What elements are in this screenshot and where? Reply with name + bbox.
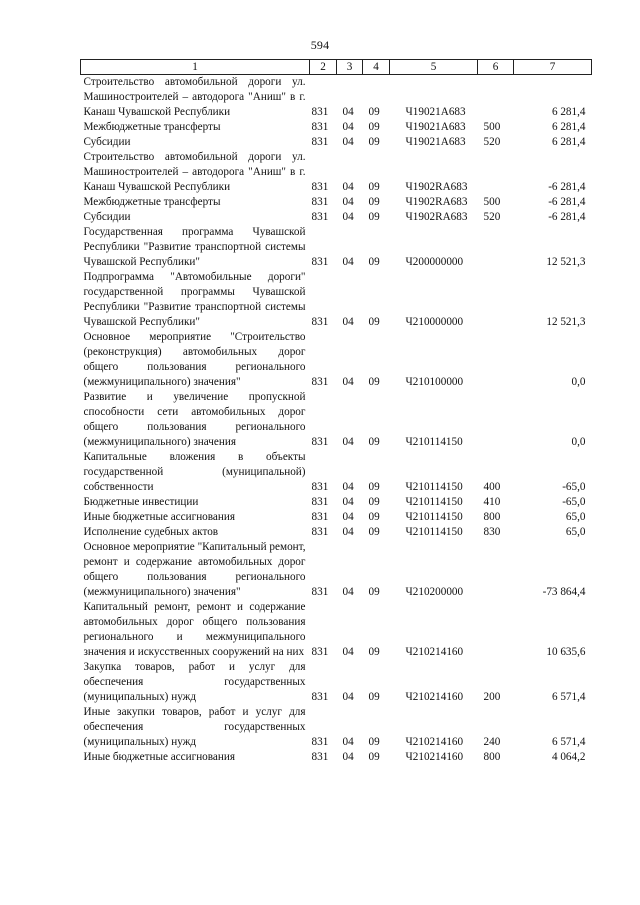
- table-row: [81, 135, 592, 150]
- cell-section: 04: [342, 496, 354, 508]
- cell-amount: 12 521,3: [546, 316, 586, 328]
- cell-name: Иные бюджетные ассигнования: [83, 511, 235, 523]
- cell-expense-type: [478, 540, 514, 600]
- column-header-admin: 2: [310, 60, 337, 75]
- cell-subsection: 09: [368, 376, 380, 388]
- column-header-amount: 7: [514, 60, 592, 75]
- cell-section: 04: [342, 211, 354, 223]
- table-row: [81, 390, 592, 450]
- cell-target-article: Ч19021А683: [405, 121, 466, 133]
- cell-subsection: 09: [368, 256, 380, 268]
- cell-admin-code: 831: [311, 121, 329, 133]
- cell-amount: -73 864,4: [542, 586, 586, 598]
- cell-target-article: Ч210114150: [405, 481, 463, 493]
- cell-section: 04: [342, 526, 354, 538]
- cell-admin-code: 831: [311, 496, 329, 508]
- cell-name: Иные закупки товаров, работ и услуг для обеспечения государственных (муниципальных) нужд: [83, 706, 306, 748]
- cell-target-article: Ч210114150: [405, 526, 463, 538]
- cell-amount: -65,0: [562, 481, 586, 493]
- cell-subsection: 09: [368, 436, 380, 448]
- table-row: [81, 600, 592, 660]
- cell-expense-type: [478, 600, 514, 660]
- cell-expense-type: [478, 150, 514, 195]
- table-row: [81, 540, 592, 600]
- cell-subsection: 09: [368, 481, 380, 493]
- cell-name: Основное мероприятие "Строительство (реконструкция) автомобильных дорог общего пользования регионального (межмуниципального) значения": [83, 331, 306, 388]
- cell-name: Развитие и увеличение пропускной способности сети автомобильных дорог общего пользования регионального (межмуниципального) значения: [83, 391, 306, 448]
- cell-target-article: Ч200000000: [405, 256, 464, 268]
- cell-subsection: 09: [368, 181, 380, 193]
- cell-amount: -65,0: [562, 496, 586, 508]
- cell-section: 04: [342, 511, 354, 523]
- cell-expense-type: 830: [483, 526, 501, 538]
- cell-expense-type: [478, 390, 514, 450]
- table-row: [81, 270, 592, 330]
- cell-target-article: Ч210000000: [405, 316, 464, 328]
- table-row: [81, 210, 592, 225]
- cell-subsection: 09: [368, 646, 380, 658]
- cell-expense-type: 800: [483, 511, 501, 523]
- column-header-subsection: 4: [363, 60, 390, 75]
- table-row: [81, 660, 592, 705]
- cell-amount: 6 281,4: [551, 136, 586, 148]
- cell-subsection: 09: [368, 526, 380, 538]
- cell-section: 04: [342, 751, 354, 763]
- cell-subsection: 09: [368, 586, 380, 598]
- table-row: [81, 495, 592, 510]
- cell-target-article: Ч210100000: [405, 376, 464, 388]
- table-row: [81, 750, 592, 765]
- column-header-name: 1: [81, 60, 310, 75]
- cell-target-article: Ч210214160: [405, 691, 464, 703]
- cell-target-article: Ч1902RА683: [405, 196, 468, 208]
- cell-amount: 6 571,4: [551, 736, 586, 748]
- cell-subsection: 09: [368, 121, 380, 133]
- cell-amount: 4 064,2: [551, 751, 586, 763]
- cell-expense-type: 500: [483, 196, 501, 208]
- cell-admin-code: 831: [311, 526, 329, 538]
- cell-section: 04: [342, 436, 354, 448]
- cell-admin-code: 831: [311, 211, 329, 223]
- page-number: 594: [310, 38, 330, 52]
- cell-admin-code: 831: [311, 481, 329, 493]
- table-row: [81, 120, 592, 135]
- cell-admin-code: 831: [311, 646, 329, 658]
- cell-amount: 6 571,4: [551, 691, 586, 703]
- cell-admin-code: 831: [311, 256, 329, 268]
- cell-admin-code: 831: [311, 136, 329, 148]
- cell-section: 04: [342, 481, 354, 493]
- cell-section: 04: [342, 376, 354, 388]
- cell-target-article: Ч1902RА683: [405, 211, 468, 223]
- cell-admin-code: 831: [311, 586, 329, 598]
- cell-admin-code: 831: [311, 691, 329, 703]
- cell-target-article: Ч1902RА683: [405, 181, 468, 193]
- cell-amount: 65,0: [565, 511, 586, 523]
- table-row: [81, 195, 592, 210]
- cell-name: Капитальный ремонт, ремонт и содержание автомобильных дорог общего пользования регионального и межмуниципального значения и искусственных сооружений на них: [83, 601, 306, 658]
- table-row: [81, 75, 592, 121]
- column-header-section: 3: [337, 60, 363, 75]
- cell-target-article: Ч210214160: [405, 736, 464, 748]
- cell-expense-type: 400: [483, 481, 501, 493]
- cell-section: 04: [342, 316, 354, 328]
- table-row: [81, 150, 592, 195]
- cell-admin-code: 831: [311, 106, 329, 118]
- cell-amount: 6 281,4: [551, 106, 586, 118]
- table-body: [81, 75, 592, 766]
- table-row: [81, 330, 592, 390]
- cell-expense-type: 200: [483, 691, 501, 703]
- cell-amount: 0,0: [571, 376, 586, 388]
- cell-subsection: 09: [368, 196, 380, 208]
- cell-amount: -6 281,4: [548, 211, 586, 223]
- cell-admin-code: 831: [311, 511, 329, 523]
- cell-expense-type: 500: [483, 121, 501, 133]
- cell-expense-type: 800: [483, 751, 501, 763]
- cell-section: 04: [342, 256, 354, 268]
- table-row: [81, 510, 592, 525]
- cell-section: 04: [342, 736, 354, 748]
- cell-amount: -6 281,4: [548, 196, 586, 208]
- table-row: [81, 705, 592, 750]
- cell-name: Закупка товаров, работ и услуг для обеспечения государственных (муниципальных) нужд: [83, 661, 306, 703]
- cell-name: Межбюджетные трансферты: [83, 121, 221, 133]
- cell-target-article: Ч19021А683: [405, 136, 466, 148]
- cell-subsection: 09: [368, 511, 380, 523]
- cell-admin-code: 831: [311, 181, 329, 193]
- cell-admin-code: 831: [311, 376, 329, 388]
- cell-subsection: 09: [368, 211, 380, 223]
- cell-name: Межбюджетные трансферты: [83, 196, 221, 208]
- cell-expense-type: 520: [483, 136, 501, 148]
- cell-subsection: 09: [368, 316, 380, 328]
- cell-subsection: 09: [368, 751, 380, 763]
- cell-name: Субсидии: [83, 136, 131, 148]
- cell-amount: 12 521,3: [546, 256, 586, 268]
- cell-expense-type: 240: [483, 736, 501, 748]
- cell-subsection: 09: [368, 136, 380, 148]
- cell-admin-code: 831: [311, 751, 329, 763]
- cell-admin-code: 831: [311, 316, 329, 328]
- cell-section: 04: [342, 646, 354, 658]
- cell-expense-type: [478, 330, 514, 390]
- cell-section: 04: [342, 691, 354, 703]
- cell-subsection: 09: [368, 691, 380, 703]
- cell-subsection: 09: [368, 736, 380, 748]
- cell-name: Иные бюджетные ассигнования: [83, 751, 235, 763]
- cell-section: 04: [342, 136, 354, 148]
- cell-target-article: Ч210114150: [405, 496, 463, 508]
- cell-name: Подпрограмма "Автомобильные дороги" государственной программы Чувашской Республики "Развитие транспортной системы Чувашской Республики": [83, 271, 306, 328]
- cell-section: 04: [342, 586, 354, 598]
- cell-name: Капитальные вложения в объекты государственной (муниципальной) собственности: [83, 451, 306, 493]
- cell-section: 04: [342, 106, 354, 118]
- cell-target-article: Ч210114150: [405, 511, 463, 523]
- cell-subsection: 09: [368, 496, 380, 508]
- cell-target-article: Ч210214160: [405, 751, 464, 763]
- cell-name: Исполнение судебных актов: [83, 526, 219, 538]
- cell-target-article: Ч19021А683: [405, 106, 466, 118]
- cell-section: 04: [342, 181, 354, 193]
- cell-expense-type: [478, 270, 514, 330]
- column-header-target-article: 5: [390, 60, 478, 75]
- cell-expense-type: 520: [483, 211, 501, 223]
- cell-name: Основное мероприятие "Капитальный ремонт, ремонт и содержание автомобильных дорог общего пользования регионального (межмуниципального) значения": [83, 541, 306, 598]
- table-row: [81, 525, 592, 540]
- cell-target-article: Ч210114150: [405, 436, 463, 448]
- cell-admin-code: 831: [311, 196, 329, 208]
- cell-amount: 0,0: [571, 436, 586, 448]
- cell-amount: -6 281,4: [548, 181, 586, 193]
- cell-amount: 10 635,6: [546, 646, 586, 658]
- cell-section: 04: [342, 121, 354, 133]
- table-row: [81, 450, 592, 495]
- cell-amount: 65,0: [565, 526, 586, 538]
- cell-subsection: 09: [368, 106, 380, 118]
- cell-name: Государственная программа Чувашской Республики "Развитие транспортной системы Чувашской Республики": [83, 226, 306, 268]
- cell-admin-code: 831: [311, 436, 329, 448]
- budget-table: [80, 59, 592, 765]
- cell-target-article: Ч210214160: [405, 646, 464, 658]
- cell-name: Строительство автомобильной дороги ул. Машиностроителей – автодорога "Аниш" в г. Канаш Чувашской Республики: [83, 151, 306, 193]
- cell-expense-type: [478, 75, 514, 121]
- cell-name: Субсидии: [83, 211, 131, 223]
- cell-expense-type: 410: [483, 496, 501, 508]
- cell-target-article: Ч210200000: [405, 586, 464, 598]
- table-row: [81, 225, 592, 270]
- cell-expense-type: [478, 225, 514, 270]
- cell-amount: 6 281,4: [551, 121, 586, 133]
- cell-name: Бюджетные инвестиции: [83, 496, 199, 508]
- cell-name: Строительство автомобильной дороги ул. Машиностроителей – автодорога "Аниш" в г. Канаш Чувашской Республики: [83, 76, 306, 118]
- cell-admin-code: 831: [311, 736, 329, 748]
- cell-section: 04: [342, 196, 354, 208]
- column-header-expense-type: 6: [478, 60, 514, 75]
- table-header-row: [81, 60, 592, 75]
